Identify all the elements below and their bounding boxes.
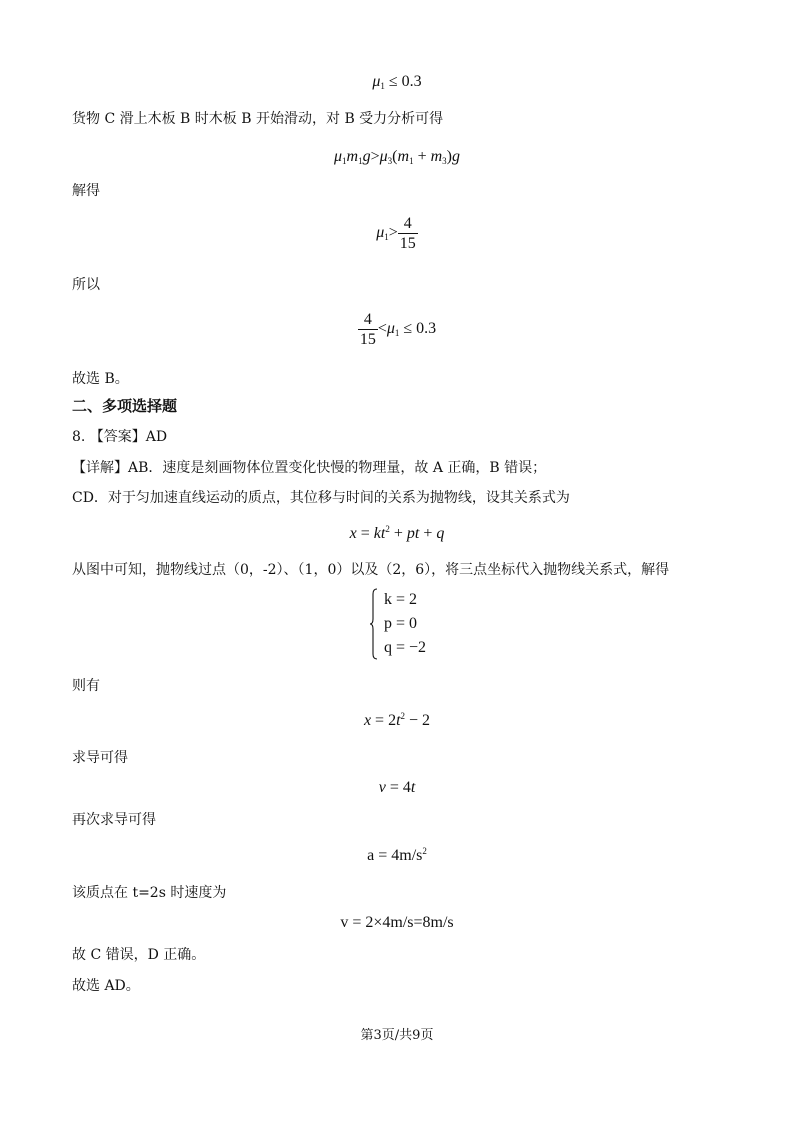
q8-choose-ad: 故选 AD。 [72, 978, 140, 994]
section-heading: 二、多项选择题 [72, 397, 178, 415]
fraction: $\frac{4}{15}$ [399, 215, 416, 252]
q8-c-wrong: 故 C 错误，D 正确。 [72, 947, 206, 963]
equation-text: ≤ 0.3 [388, 73, 422, 90]
equation-parabola-general: $x = kt^2$ + pt + q [349, 524, 445, 542]
q8-answer: 8. 【答案】AD [72, 429, 168, 445]
equation-mu1-upper-bound: $\mu_1 \le 0.3$ [372, 73, 422, 91]
q8-graph-points: 从图中可知，抛物线过点（0，-2）、（1，0）以及（2，6），将三点坐标代入抛物线关系式，解得 [72, 562, 670, 578]
text-solve-get: 解得 [72, 183, 100, 199]
q8-derive: 求导可得 [72, 750, 128, 766]
system-row-q: q = −2 [384, 639, 427, 656]
equation-mu1-range: $\frac{4}{15}$ $<\mu_1 \le 0.3$ [359, 311, 437, 348]
equation-acceleration: $a = 4m/s^2$ [367, 846, 427, 864]
q8-derive-again: 再次求导可得 [72, 812, 156, 828]
page-footer: 第3页/共9页 [360, 1028, 434, 1043]
q8-then-have: 则有 [72, 678, 100, 694]
equation-parabola-specific: $x = 2t^2 - 2$ [363, 711, 431, 729]
brace-icon [370, 588, 378, 660]
equation-mu1-lower-bound: $\mu_1>$ $\frac{4}{15}$ [376, 215, 416, 252]
q8-detail-cd: CD．对于匀加速直线运动的质点，其位移与时间的关系为抛物线，设其关系式为 [72, 490, 570, 506]
text-therefore: 所以 [72, 277, 100, 293]
q8-at-time: 该质点在 t=2s 时速度为 [72, 885, 227, 901]
text-cargo-slides: 货物 C 滑上木板 B 时木板 B 开始滑动，对 B 受力分析可得 [72, 111, 444, 127]
equation-force-inequality: $\mu_1m_1g>\mu_3(m_1 + m_3)g$ [334, 148, 460, 166]
system-row-k: k = 2 [384, 591, 418, 608]
q8-detail-ab: 【详解】AB．速度是刻画物体位置变化快慢的物理量，故 A 正确，B 错误； [72, 460, 547, 476]
system-row-p: p = 0 [384, 615, 418, 632]
text-choose-b: 故选 B。 [72, 371, 129, 387]
fraction: $\frac{4}{15}$ [359, 311, 376, 348]
equation-velocity: v = 4t [378, 779, 416, 796]
equation-velocity-value: v = 2×4m/s=8m/s [340, 914, 454, 931]
